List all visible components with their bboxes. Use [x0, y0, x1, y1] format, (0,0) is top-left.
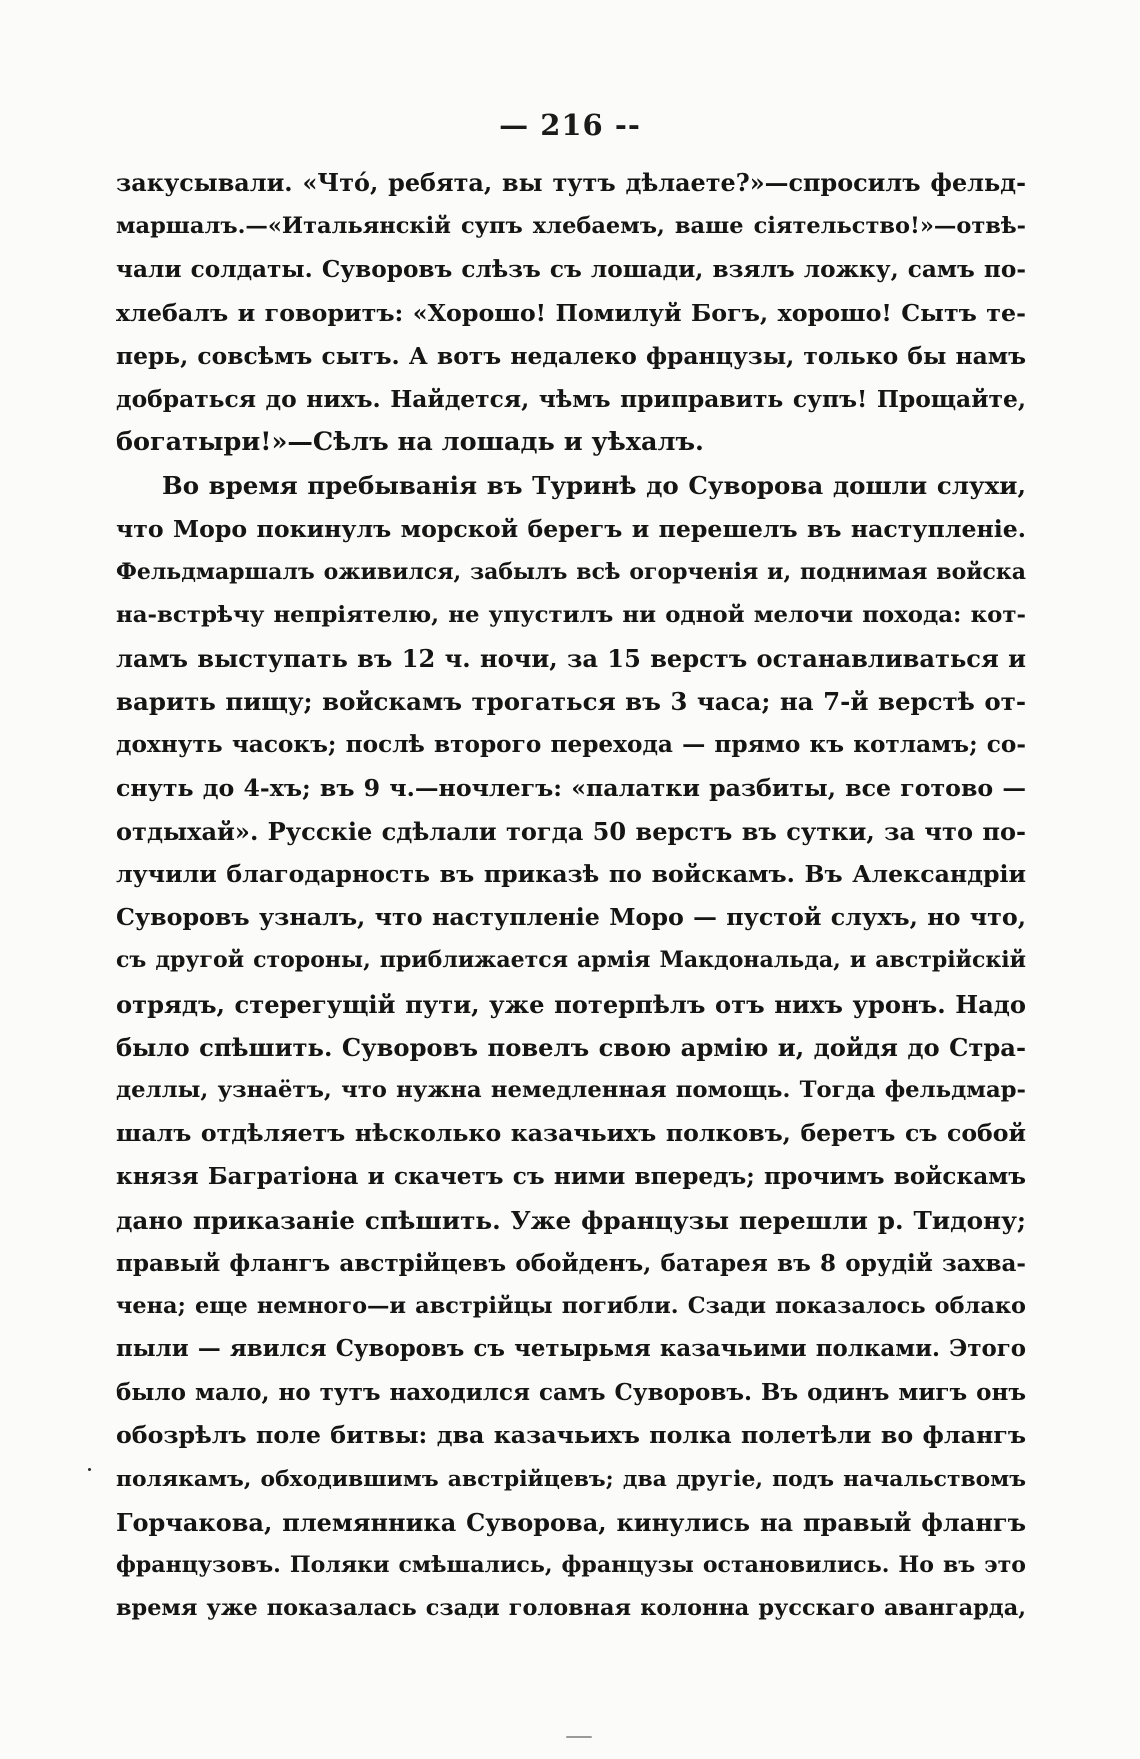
text-line: французовъ. Поляки смѣшались, французы остановились. Но въ это — [116, 1552, 1026, 1578]
text-line: чали солдаты. Суворовъ слѣзъ съ лошади, взялъ ложку, самъ по- — [116, 256, 1026, 284]
text-line: Горчакова, племянника Суворова, кинулись на правый флангъ — [116, 1507, 1026, 1537]
text-line: дано приказаніе спѣшить. Уже французы перешли р. Тидону; — [116, 1205, 1026, 1235]
scan-speck — [566, 1736, 592, 1738]
text-line: богатыри!»—Сѣлъ на лошадь и уѣхалъ. — [116, 427, 704, 458]
text-line: что Моро покинулъ морской берегъ и перешелъ въ наступленіе. — [116, 514, 1026, 543]
text-line: дохнуть часокъ; послѣ второго перехода — прямо къ котламъ; со- — [116, 731, 1026, 759]
text-line: закусывали. «Чтó, ребята, вы тутъ дѣлаете?»—спросилъ фельд- — [116, 169, 1026, 197]
text-line: князя Багратіона и скачетъ съ ними впередъ; прочимъ войскамъ — [116, 1163, 1026, 1191]
text-line: полякамъ, обходившимъ австрійцевъ; два другіе, подъ начальствомъ — [116, 1465, 1026, 1492]
text-line: время уже показалась сзади головная колонна русскаго авангарда, — [116, 1595, 1026, 1622]
text-line: отдыхай». Русскіе сдѣлали тогда 50 верстъ въ сутки, за что по- — [116, 816, 1026, 846]
text-line: снуть до 4-хъ; въ 9 ч.—ночлегъ: «палатки разбиты, все готово — — [116, 773, 1026, 802]
text-line: шалъ отдѣляетъ нѣсколько казачьихъ полковъ, беретъ съ собой — [116, 1119, 1026, 1148]
text-line: пыли — явился Суворовъ съ четырьмя казачьими полками. Этого — [116, 1336, 1026, 1363]
text-line: было мало, но тутъ находился самъ Суворовъ. Въ одинъ мигъ онъ — [116, 1379, 1026, 1407]
text-line: чена; еще немного—и австрійцы погибли. Сзади показалось облако — [116, 1292, 1026, 1319]
text-line: лучили благодарность въ приказѣ по войскамъ. Въ Александріи — [116, 860, 1026, 888]
text-line: хлебалъ и говоритъ: «Хорошо! Помилуй Богъ, хорошо! Сытъ те- — [116, 298, 1026, 327]
text-line: перь, совсѣмъ сытъ. А вотъ недалеко французы, только бы намъ — [116, 341, 1026, 370]
body-text — [116, 162, 1026, 1630]
text-line: обозрѣлъ поле битвы: два казачьихъ полка полетѣли во флангъ — [116, 1421, 1026, 1450]
text-line: добраться до нихъ. Найдется, чѣмъ приправить супъ! Прощайте, — [116, 384, 1026, 413]
text-line: на-встрѣчу непріятелю, не упустилъ ни одной мелочи похода: кот- — [116, 601, 1026, 628]
text-line: Фельдмаршалъ оживился, забылъ всѣ огорченія и, поднимая войска — [116, 558, 1026, 585]
paragraph-start-line: Во время пребыванія въ Туринѣ до Суворова дошли слухи, — [162, 471, 1026, 501]
text-line: Суворовъ узналъ, что наступленіе Моро — пустой слухъ, но что, — [116, 903, 1026, 932]
text-line: деллы, узнаётъ, что нужна немедленная помощь. Тогда фельдмар- — [116, 1076, 1026, 1103]
scan-speck — [88, 1468, 91, 1471]
text-line: ламъ выступать въ 12 ч. ночи, за 15 верстъ останавливаться и — [116, 644, 1026, 674]
text-line: маршалъ.—«Итальянскій супъ хлебаемъ, ваше сіятельство!»—отвѣ- — [116, 213, 1026, 240]
page-number: — 216 -- — [499, 108, 641, 142]
text-line: было спѣшить. Суворовъ повелъ свою армію и, дойдя до Стра- — [116, 1032, 1026, 1062]
text-line: съ другой стороны, приближается армія Макдональда, и австрійскій — [116, 947, 1026, 974]
text-line: варить пищу; войскамъ трогаться въ 3 часа; на 7-й верстѣ от- — [116, 687, 1026, 717]
text-line: отрядъ, стерегущій пути, уже потерпѣлъ отъ нихъ уронъ. Надо — [116, 989, 1026, 1019]
text-line: правый флангъ австрійцевъ обойденъ, батарея въ 8 орудій захва- — [116, 1249, 1026, 1277]
